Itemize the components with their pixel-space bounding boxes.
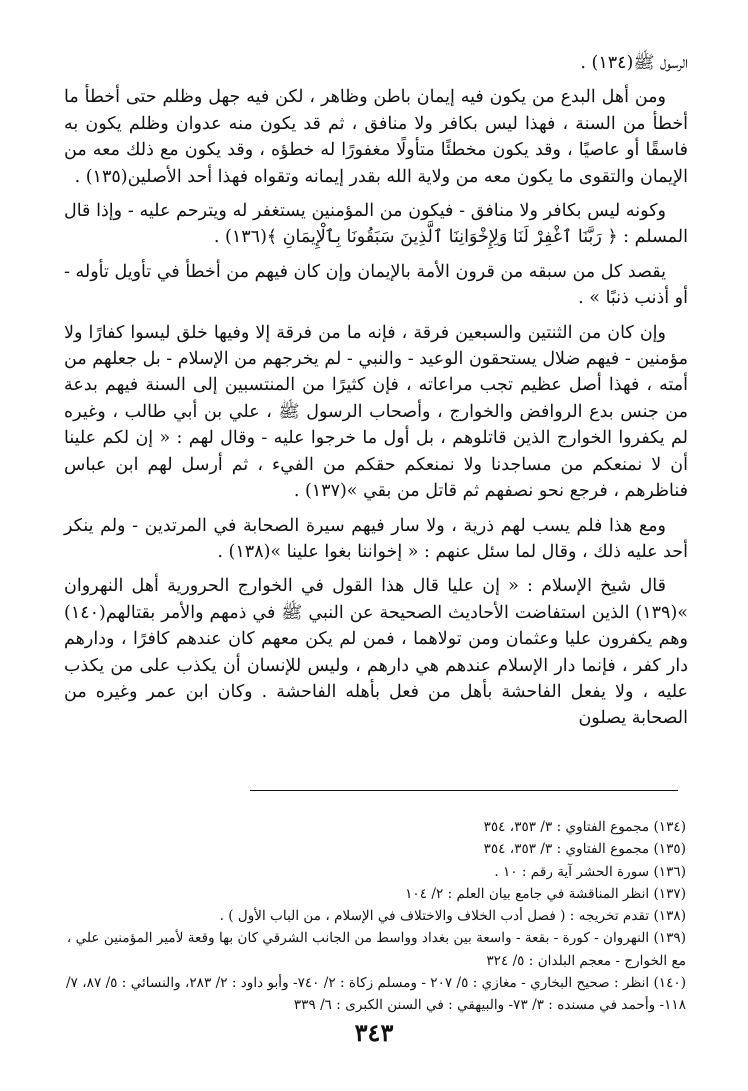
footnote-138: (١٣٨) تقدم تخريجه : ( فصل أدب الخلاف والاختلاف في الإسلام ، من الباب الأول ) . bbox=[219, 908, 686, 925]
paragraph-no-captives: ومع هذا فلم يسب لهم ذرية ، ولا سار فيهم سيرة الصحابة في المرتدين - ولم ينكر أحد عليه ذلك ، وقال لما سئل عنهم : « إخواننا بغوا علينا »(١٣٨) . bbox=[64, 515, 688, 562]
footnote-135: (١٣٥) مجموع الفتاوي : ٣/ ٣٥٣، ٣٥٤ bbox=[483, 841, 686, 858]
paragraph-quran-verse: وكونه ليس بكافر ولا منافق - فيكون من المؤمنين يستغفر له ويترحم عليه - وإذا قال المسلم : ﴿ رَبَّنَا ٱغْفِرْ لَنَا وَلِإِخْوَانِنَا ٱلَّذِينَ سَبَقُونَا بِٱلْإِيمَانِ ﴾(١٣٦) . bbox=[64, 201, 688, 248]
footnotes bbox=[52, 816, 686, 1017]
footnote-139: (١٣٩) النهروان - كورة - بقعة - واسعة بين بغداد وواسط من الجانب الشرقي كان بها وقعة لأمير المؤمنين علي ، مع الخوارج - معجم البلدان : ٥/ ٣٢٤ bbox=[66, 930, 686, 969]
page-number: ٣٤٣ bbox=[354, 1018, 394, 1047]
footnote-137: (١٣٧) انظر المناقشة في جامع بيان العلم : ٢/ ١٠٤ bbox=[405, 885, 686, 902]
paragraph-tawil: يقصد كل من سبقه من قرون الأمة بالإيمان وإن كان فيهم من أخطأ في تأويل تأوله - أو أذنب ذنبًا » . bbox=[64, 261, 688, 309]
footnote-140: (١٤٠) انظر : صحيح البخاري - مغازي : ٥/ ٢٠٧ - ومسلم زكاة : ٢/ ٧٤٠- وأبو داود : ٢/ ٢٨٣، والنسائي : ٥/ ٨٧، ٧/ ١١٨- وأحمد في مسنده : ٣/ ٧٣- والبيهقي : في السنن الكبرى : ٦/ ٣٣٩ bbox=[66, 975, 686, 1014]
footnote-136: (١٣٦) سورة الحشر آية رقم : ١٠ . bbox=[494, 863, 686, 880]
paragraph-shaykh-al-islam: قال شيخ الإسلام : « إن عليا قال هذا القول في الخوارج الحرورية أهل النهروان »(١٣٩) الذين استفاضت الأحاديث الصحيحة عن النبي ﷺ في ذمهم والأمر بقتالهم(١٤٠) وهم يكفرون عليا وعثمان ومن تولاهما ، فمن لم يكن معهم كان عندهم كافرًا ، ودارهم دار كفر ، فإنما دار الإسلام عندهم هي دارهم ، وليس للإنسان أن يكذب على من يكذب عليه ، ولا يفعل الفاحشة بأهل من فعل بأهله الفاحشة . وكان ابن عمر وغيره من الصحابة يصلون bbox=[64, 576, 688, 729]
footnote-separator bbox=[250, 790, 678, 791]
paragraph-seventy-two-sects: وإن كان من الثنتين والسبعين فرقة ، فإنه ما من فرقة إلا وفيها خلق ليسوا كفارًا ولا مؤمنين - فيهم ضلال يستحقون الوعيد - والنبي - لم يخرجهم من الإسلام - بل جعلهم من أمته ، فهذا أصل عظيم تجب مراعاته ، فإن كثيرًا من المنتسبين إلى السنة فيهم بدعة من جنس بدع الروافض والخوارج ، وأصحاب الرسول ﷺ ، علي بن أبي طالب ، وغيره لم يكفروا الخوارج الذين قاتلوهم ، بل أول ما خرجوا عليه - وقال لهم : « إن لكم علينا أن لا نمنعكم من مساجدنا ولا نمنعكم حقكم من الفيء ، ثم أرسل لهم ابن عباس فناظرهم ، فرجع نحو نصفهم ثم قاتل من بقي »(١٣٧) . bbox=[64, 322, 688, 502]
footnote-134: (١٣٤) مجموع الفتاوي : ٣/ ٣٥٣، ٣٥٤ bbox=[483, 819, 686, 835]
paragraph-continuation: الرسول ﷺ(١٣٤) . bbox=[580, 53, 688, 73]
paragraph-ahl-al-bida: ومن أهل البدع من يكون فيه إيمان باطن وظاهر ، لكن فيه جهل وظلم حتى أخطأ ما أخطأ من السنة ، فهذا ليس بكافر ولا منافق ، ثم قد يكون منه عدوان وظلم يكون به فاسقًا أو عاصيًا ، وقد يكون مخطئًا متأولًا مغفورًا له خطؤه ، وقد يكون مع ذلك معه من الإيمان والتقوى ما يكون معه من ولاية الله بقدر إيمانه وتقواه فهذا أحد الأصلين(١٣٥) . bbox=[64, 87, 688, 187]
main-text bbox=[64, 50, 688, 732]
